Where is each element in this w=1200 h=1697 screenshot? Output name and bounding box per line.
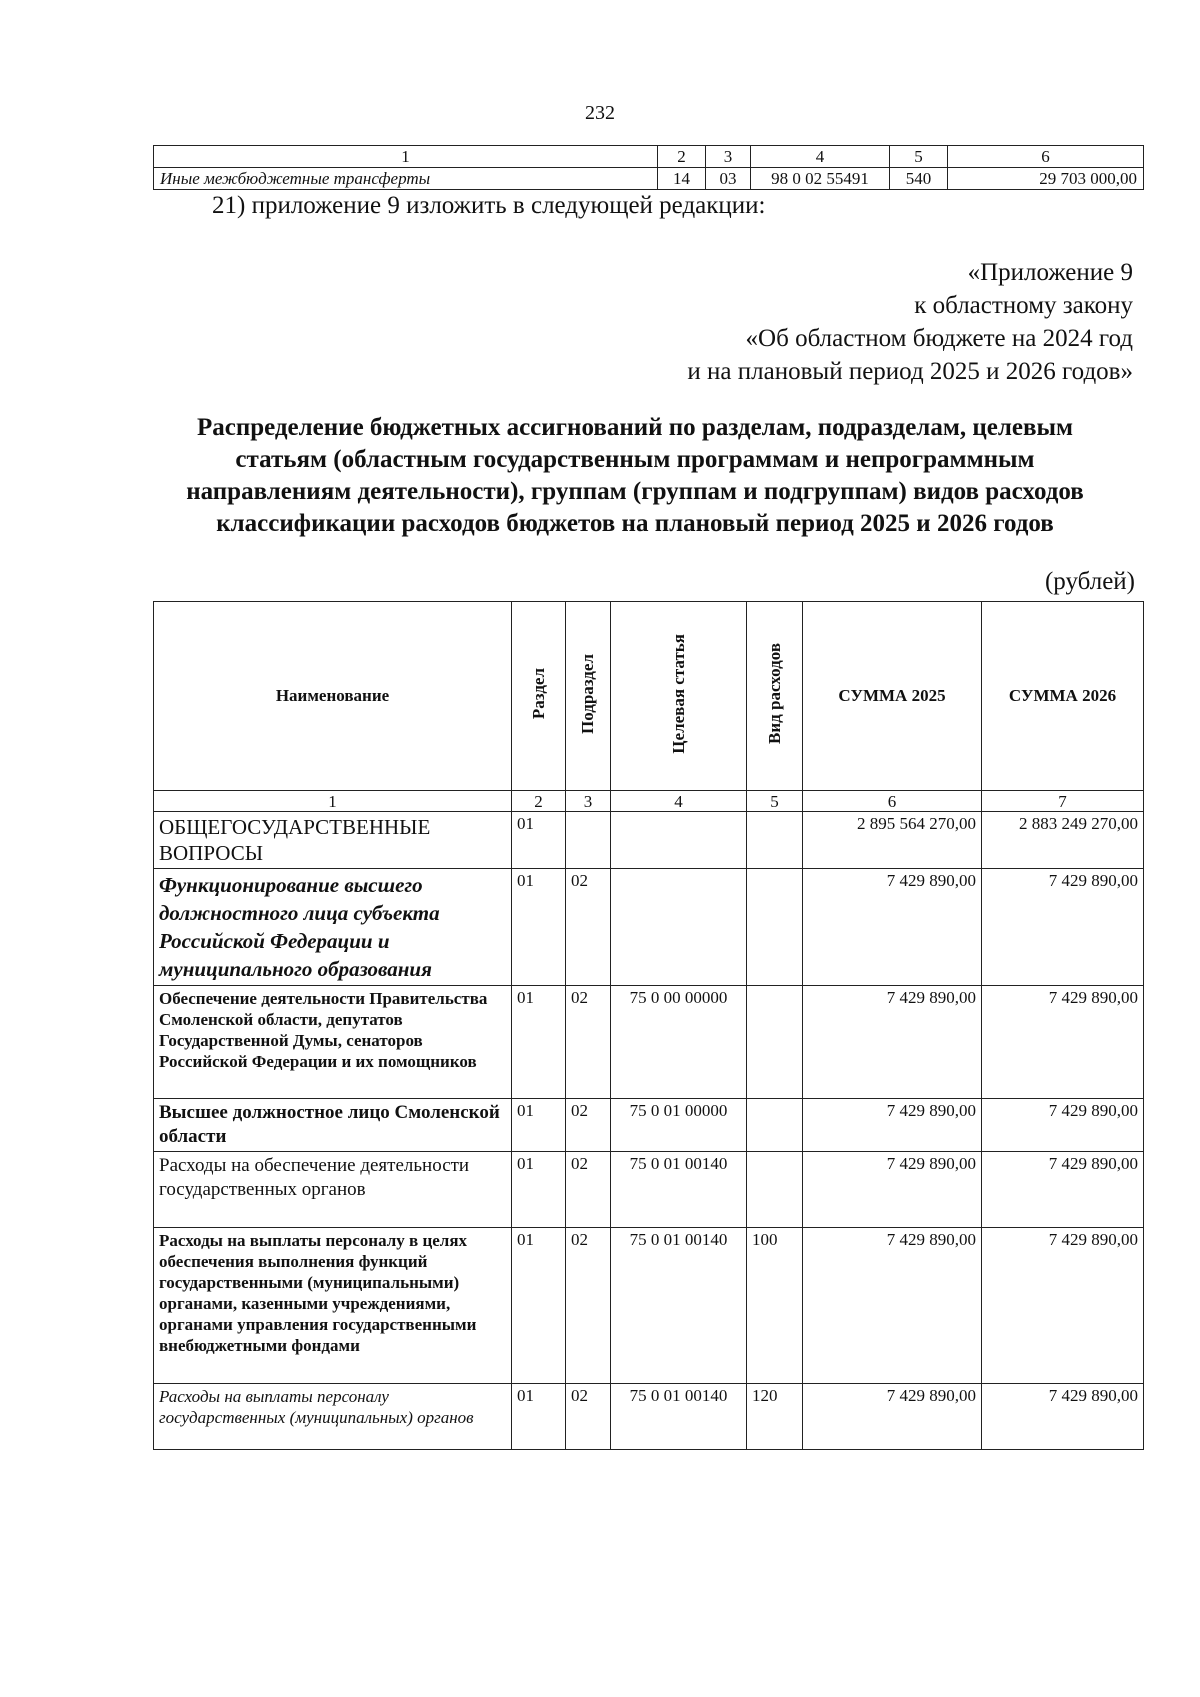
- header-type: [747, 602, 803, 791]
- header-section-label: Раздел: [528, 667, 548, 720]
- header-type-label: Вид расходов: [764, 643, 784, 744]
- row-section: 01: [512, 1228, 566, 1384]
- prev-row-amount: 29 703 000,00: [948, 168, 1144, 190]
- table-row: [154, 986, 1144, 1099]
- row-type: 120: [747, 1384, 803, 1450]
- title-line: статьям (областным государственным программам и непрограммным: [235, 446, 1035, 473]
- row-target: [611, 812, 747, 869]
- row-section: 01: [512, 1152, 566, 1228]
- row-subsection: [566, 812, 611, 869]
- prev-col-6: 6: [948, 146, 1144, 168]
- row-sum2025: 7 429 890,00: [803, 1228, 982, 1384]
- row-subsection: 02: [566, 986, 611, 1099]
- header-sum2025: СУММА 2025: [803, 602, 982, 791]
- col-number: 4: [611, 791, 747, 812]
- prev-col-3: 3: [706, 146, 751, 168]
- row-type: 100: [747, 1228, 803, 1384]
- row-name: Высшее должностное лицо Смоленской области: [154, 1099, 512, 1152]
- row-sum2026: 7 429 890,00: [982, 1152, 1144, 1228]
- col-number: 7: [982, 791, 1144, 812]
- row-section: 01: [512, 812, 566, 869]
- row-sum2026: 7 429 890,00: [982, 1384, 1144, 1450]
- row-sum2025: 7 429 890,00: [803, 1152, 982, 1228]
- prev-col-1: 1: [154, 146, 658, 168]
- header-sum2026: СУММА 2026: [982, 602, 1144, 791]
- col-number: 6: [803, 791, 982, 812]
- row-section: 01: [512, 1099, 566, 1152]
- table-row: [154, 1384, 1144, 1450]
- appendix-ref-line: «Об областном бюджете на 2024 год: [745, 325, 1133, 352]
- header-target: [611, 602, 747, 791]
- row-sum2026: 7 429 890,00: [982, 986, 1144, 1099]
- row-sum2026: 2 883 249 270,00: [982, 812, 1144, 869]
- row-subsection: 02: [566, 1099, 611, 1152]
- row-sum2025: 2 895 564 270,00: [803, 812, 982, 869]
- row-target: 75 0 01 00140: [611, 1228, 747, 1384]
- row-subsection: 02: [566, 1384, 611, 1450]
- prev-table-row: [154, 168, 1144, 190]
- header-target-label: Целевая статья: [668, 633, 688, 754]
- row-type: [747, 812, 803, 869]
- table-row: [154, 1099, 1144, 1152]
- table-header-row: [154, 602, 1144, 791]
- col-number: 5: [747, 791, 803, 812]
- row-target: 75 0 01 00000: [611, 1099, 747, 1152]
- row-section: 01: [512, 1384, 566, 1450]
- prev-row-name: Иные межбюджетные трансферты: [154, 168, 658, 190]
- row-name: Обеспечение деятельности Правительства Смоленской области, депутатов Государственной Думы, сенаторов Российской Федерации и их помощников: [154, 986, 512, 1099]
- document-title: [140, 412, 1130, 540]
- col-number: 1: [154, 791, 512, 812]
- appendix-ref-line: и на плановый период 2025 и 2026 годов»: [687, 358, 1133, 385]
- prev-table-header-row: [154, 146, 1144, 168]
- column-numbers-row: [154, 791, 1144, 812]
- prev-col-5: 5: [890, 146, 948, 168]
- row-sum2026: 7 429 890,00: [982, 1228, 1144, 1384]
- units-label: (рублей): [1044, 568, 1135, 595]
- prev-col-2: 2: [658, 146, 706, 168]
- previous-table-continuation: [153, 145, 1144, 190]
- appendix-ref-line: к областному закону: [914, 292, 1133, 319]
- prev-row-section: 14: [658, 168, 706, 190]
- title-line: направлениям деятельности), группам (группам и подгруппам) видов расходов: [186, 478, 1084, 505]
- row-sum2025: 7 429 890,00: [803, 986, 982, 1099]
- row-subsection: 02: [566, 1152, 611, 1228]
- row-subsection: 02: [566, 1228, 611, 1384]
- row-name: ОБЩЕГОСУДАРСТВЕННЫЕ ВОПРОСЫ: [154, 812, 512, 869]
- title-line: классификации расходов бюджетов на плановый период 2025 и 2026 годов: [216, 510, 1054, 537]
- row-sum2025: 7 429 890,00: [803, 1384, 982, 1450]
- row-type: [747, 869, 803, 986]
- appendix-reference: [687, 256, 1133, 388]
- page-number: 232: [585, 102, 615, 124]
- row-sum2025: 7 429 890,00: [803, 1099, 982, 1152]
- prev-row-subsection: 03: [706, 168, 751, 190]
- table-row: [154, 869, 1144, 986]
- header-subsection-label: Подраздел: [578, 653, 597, 734]
- budget-table: [153, 601, 1144, 1450]
- row-name: Расходы на выплаты персоналу в целях обеспечения выполнения функций государственными (муниципальными) органами, казенными учреждениями, органами управления государственными внебюджетными фондами: [154, 1228, 512, 1384]
- col-number: 3: [566, 791, 611, 812]
- col-number: 2: [512, 791, 566, 812]
- row-section: 01: [512, 986, 566, 1099]
- row-section: 01: [512, 869, 566, 986]
- row-target: [611, 869, 747, 986]
- title-line: Распределение бюджетных ассигнований по разделам, подразделам, целевым: [196, 414, 1074, 441]
- table-row: [154, 1152, 1144, 1228]
- prev-row-type: 540: [890, 168, 948, 190]
- amendment-instruction: 21) приложение 9 изложить в следующей редакции:: [212, 192, 766, 219]
- row-sum2026: 7 429 890,00: [982, 1099, 1144, 1152]
- row-name: Расходы на выплаты персоналу государственных (муниципальных) органов: [154, 1384, 512, 1450]
- header-name: Наименование: [154, 602, 512, 791]
- row-target: 75 0 00 00000: [611, 986, 747, 1099]
- row-subsection: 02: [566, 869, 611, 986]
- row-name: Функционирование высшего должностного лица субъекта Российской Федерации и муниципального образования: [154, 869, 512, 986]
- prev-row-target: 98 0 02 55491: [751, 168, 890, 190]
- row-type: [747, 986, 803, 1099]
- header-subsection: [566, 602, 611, 791]
- row-type: [747, 1099, 803, 1152]
- prev-col-4: 4: [751, 146, 890, 168]
- row-sum2025: 7 429 890,00: [803, 869, 982, 986]
- row-name: Расходы на обеспечение деятельности государственных органов: [154, 1152, 512, 1228]
- row-type: [747, 1152, 803, 1228]
- appendix-ref-line: «Приложение 9: [967, 259, 1133, 286]
- table-row: [154, 1228, 1144, 1384]
- row-target: 75 0 01 00140: [611, 1384, 747, 1450]
- header-section: [512, 602, 566, 791]
- row-sum2026: 7 429 890,00: [982, 869, 1144, 986]
- table-row: [154, 812, 1144, 869]
- row-target: 75 0 01 00140: [611, 1152, 747, 1228]
